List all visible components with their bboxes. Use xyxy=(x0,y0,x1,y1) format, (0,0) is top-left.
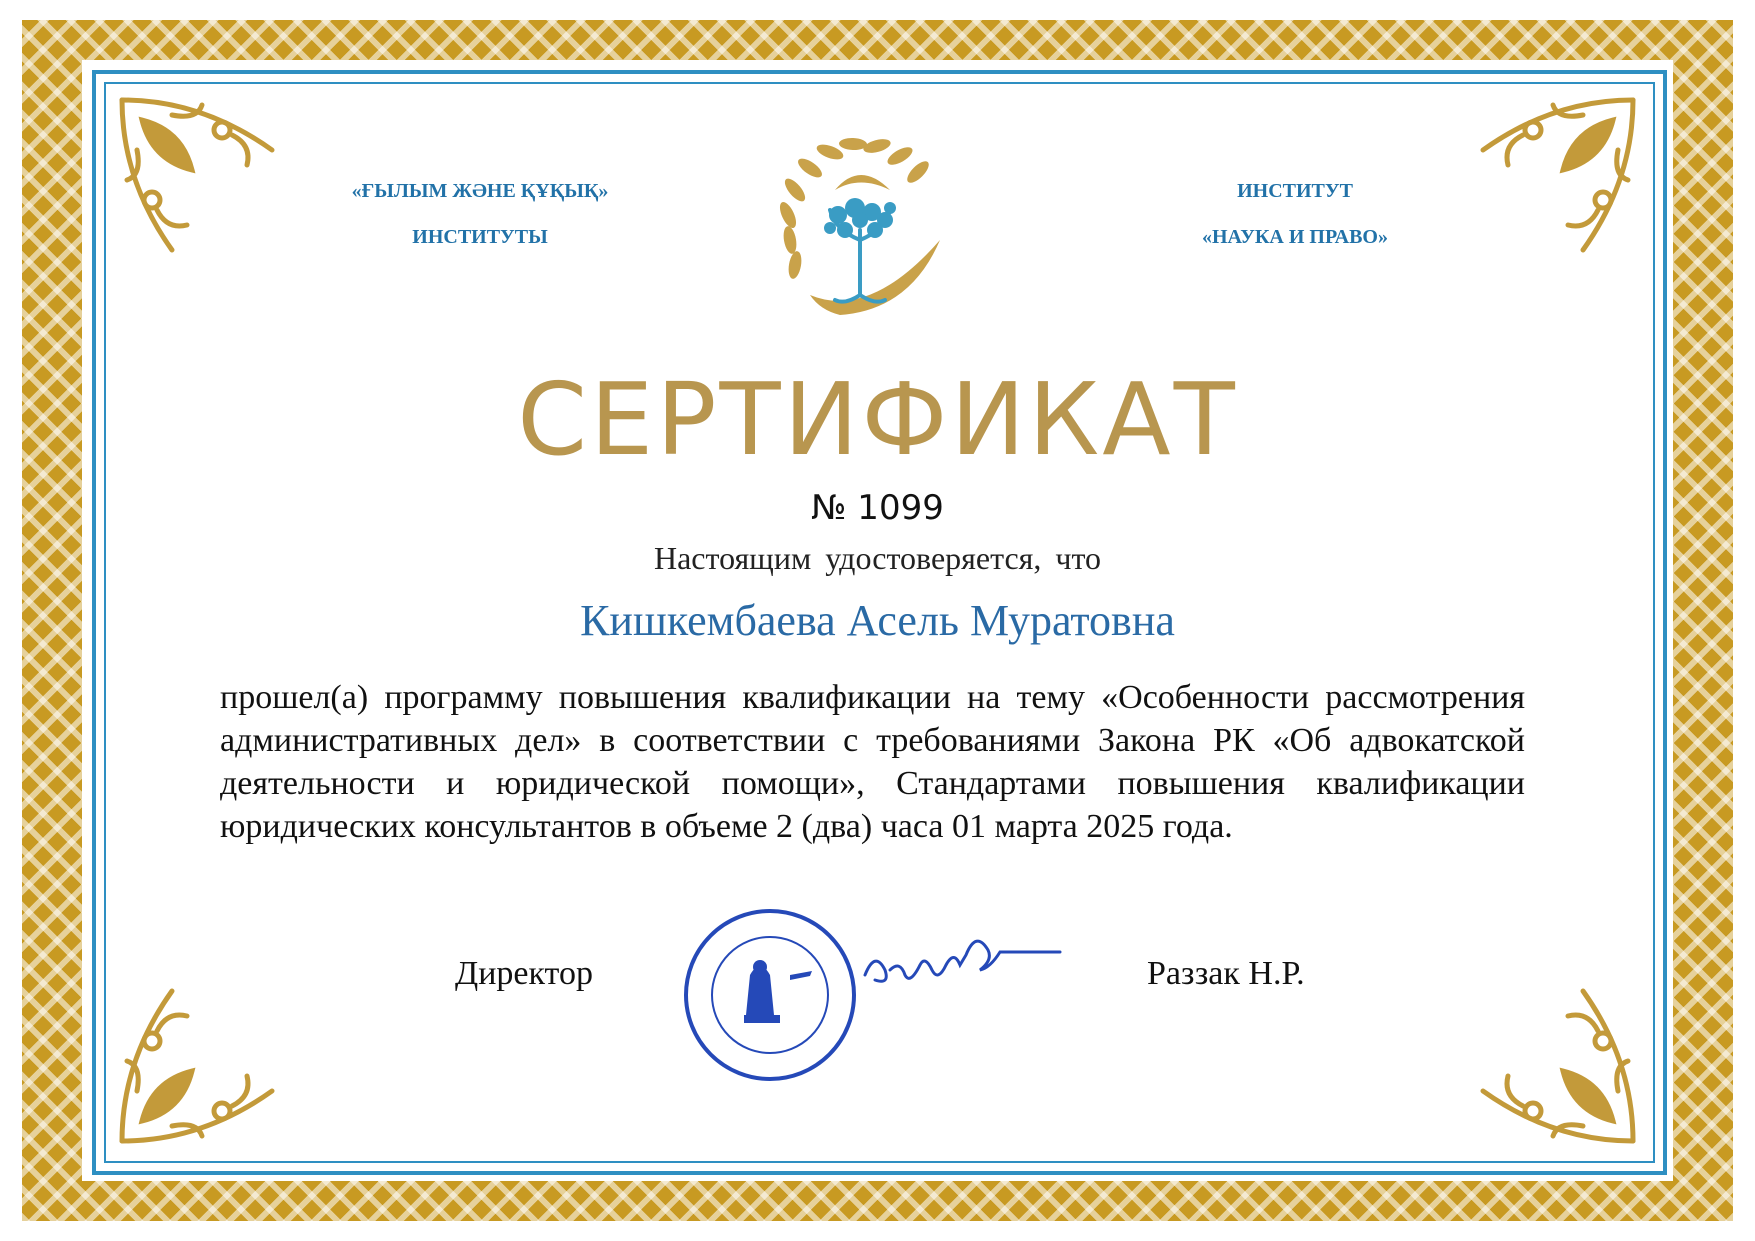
org-name-russian-line2: «НАУКА И ПРАВО» xyxy=(1202,226,1388,248)
org-name-kazakh-line2: ИНСТИТУТЫ xyxy=(412,226,548,248)
institute-logo-icon xyxy=(750,120,970,340)
org-name-russian xyxy=(1105,168,1485,260)
corner-ornament-icon xyxy=(112,976,287,1151)
corner-ornament-icon xyxy=(112,90,287,265)
official-stamp-icon xyxy=(680,905,860,1085)
certificate-number: № 1099 xyxy=(811,488,944,528)
corner-ornament-icon xyxy=(1468,90,1643,265)
attestation-text: Настоящим удостоверяется, что xyxy=(653,540,1102,576)
org-name-russian-line1: ИНСТИТУТ xyxy=(1237,180,1353,202)
signatory-name: Раззак Н.Р. xyxy=(1147,955,1305,992)
org-name-kazakh-line1: «ҒЫЛЫМ ЖӘНЕ ҚҰҚЫҚ» xyxy=(351,180,609,202)
org-name-kazakh xyxy=(290,168,670,260)
signatory-role: Директор xyxy=(455,955,593,992)
certificate-body: прошел(а) программу повышения квалификации на тему «Особенности рассмотрения административных дел» в соответствии с требованиями Закона РК «Об адвокатской деятельности и юридической помощи», Стандартами повышения квалификации юридических консультантов в объеме 2 (два) часа 01 марта 2025 года. xyxy=(220,679,1525,845)
recipient-name: Кишкембаева Асель Муратовна xyxy=(580,596,1175,645)
handwritten-signature-icon xyxy=(860,930,1080,1010)
certificate-title: СЕРТИФИКАТ xyxy=(517,361,1238,478)
corner-ornament-icon xyxy=(1468,976,1643,1151)
